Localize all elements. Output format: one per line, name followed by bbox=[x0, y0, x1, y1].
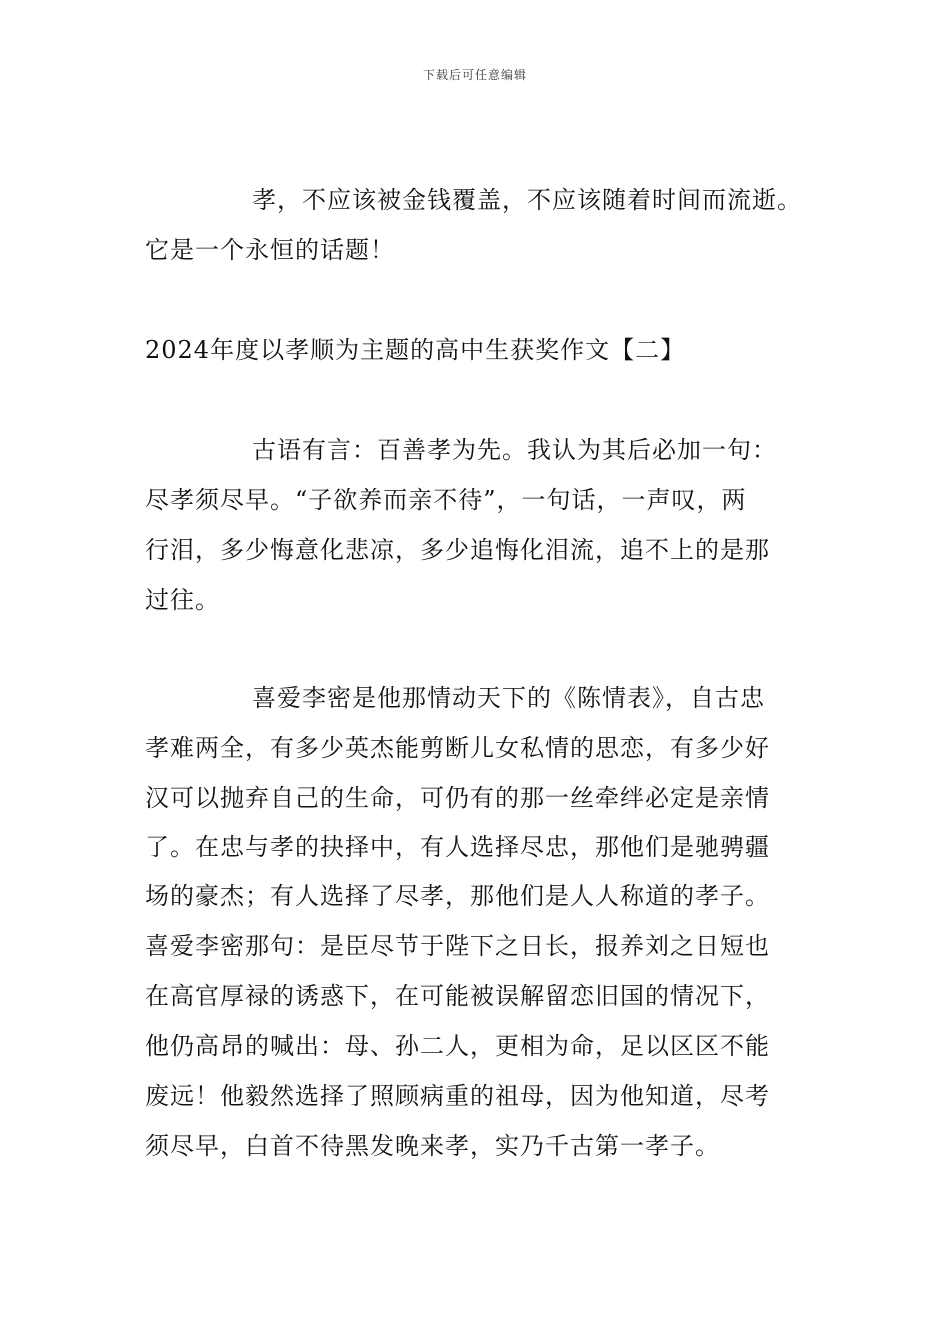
paragraph-1-line-1: 孝，不应该被金钱覆盖，不应该随着时间而流逝。 bbox=[252, 186, 802, 214]
paragraph-1-line-2: 它是一个永恒的话题！ bbox=[145, 236, 395, 264]
paragraph-2-line-3: 行泪，多少悔意化悲凉，多少追悔化泪流，追不上的是那 bbox=[145, 536, 770, 564]
section-title: 2024年度以孝顺为主题的高中生获奖作文【二】 bbox=[145, 336, 686, 364]
paragraph-3-line-10: 须尽早，白首不待黑发晚来孝，实乃千古第一孝子。 bbox=[145, 1132, 720, 1160]
paragraph-3-line-6: 喜爱李密那句：是臣尽节于陛下之日长，报养刘之日短也 bbox=[145, 932, 770, 960]
paragraph-3-line-8: 他仍高昂的喊出：母、孙二人，更相为命，足以区区不能 bbox=[145, 1032, 770, 1060]
paragraph-3-line-9: 废远！他毅然选择了照顾病重的祖母，因为他知道，尽考 bbox=[145, 1082, 770, 1110]
paragraph-3-line-2: 孝难两全，有多少英杰能剪断儿女私情的思恋，有多少好 bbox=[145, 734, 770, 762]
paragraph-3-line-7: 在高官厚禄的诱惑下，在可能被误解留恋旧国的情况下， bbox=[145, 982, 770, 1010]
paragraph-3-line-4: 了。在忠与孝的抉择中，有人选择尽忠，那他们是驰骋疆 bbox=[145, 833, 770, 861]
paragraph-3-line-5: 场的豪杰；有人选择了尽孝，那他们是人人称道的孝子。 bbox=[145, 882, 770, 910]
paragraph-2-line-1: 古语有言：百善孝为先。我认为其后必加一句： bbox=[252, 436, 777, 464]
paragraph-2-line-2: 尽孝须尽早。“子欲养而亲不待”，一句话，一声叹，两 bbox=[145, 486, 747, 514]
paragraph-3-line-3: 汉可以抛弃自己的生命，可仍有的那一丝牵绊必定是亲情 bbox=[145, 784, 770, 812]
paragraph-2-line-4: 过往。 bbox=[145, 586, 220, 614]
page-header: 下载后可任意编辑 bbox=[422, 68, 527, 82]
paragraph-3-line-1: 喜爱李密是他那情动天下的《陈情表》，自古忠 bbox=[252, 684, 765, 712]
